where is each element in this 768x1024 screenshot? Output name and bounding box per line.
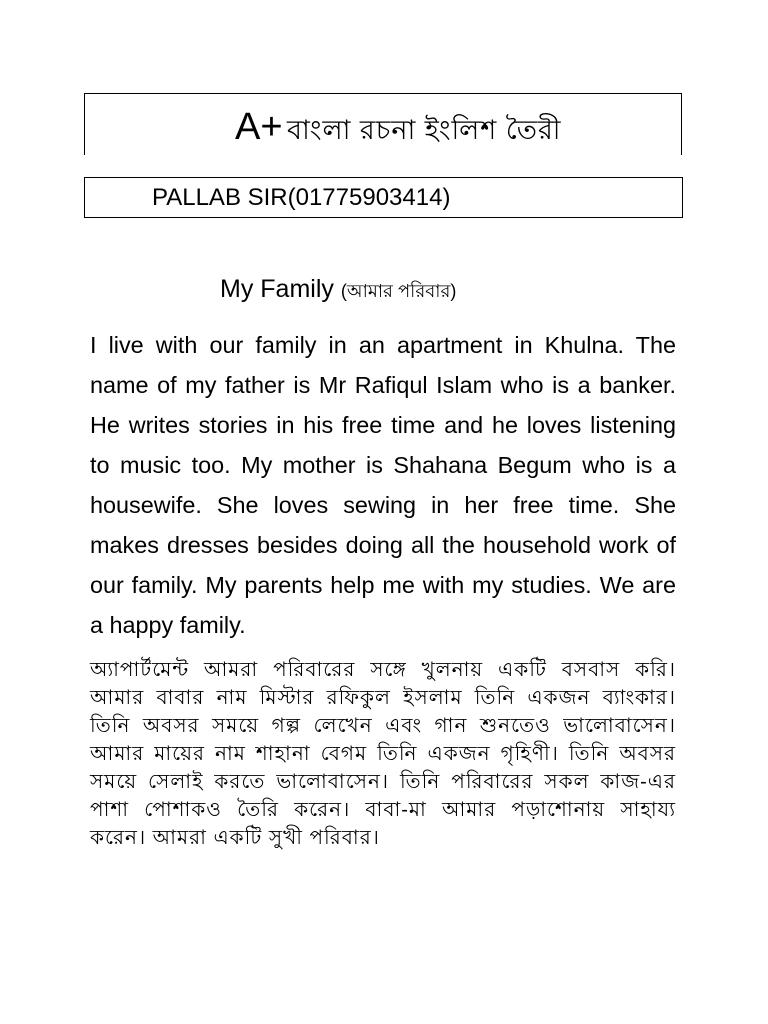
essay-paragraph-bangla: অ্যাপার্টমেন্ট আমরা পরিবারের সঙ্গে খুলনায় একটি বসবাস করি। আমার বাবার নাম মিস্টার রফিকুল ইসলাম তিনি একজন ব্যাংকার। তিনি অবসর সময়ে গল্প লেখেন এবং গান শুনতেও ভালোবাসেন। আমার মায়ের নাম শাহানা বেগম তিনি একজন গৃহিণী। তিনি অবসর সময়ে সেলাই করতে ভালোবাসেন। তিনি পরিবারের সকল কাজ-এর পাশা পোশাকও তৈরি করেন। বাবা-মা আমার পড়াশোনায় সাহায্য করেন। আমরা একটি সুখী পরিবার। — [90, 659, 676, 849]
teacher-label: PALLAB SIR(01775903414) — [152, 184, 451, 211]
essay-title — [220, 275, 456, 308]
page-title — [235, 106, 562, 155]
title-box — [84, 93, 682, 155]
essay-title-en: My Family — [220, 275, 334, 303]
essay-title-bangla: (আমার পরিবার) — [340, 281, 457, 301]
teacher-box — [84, 177, 683, 218]
essay-paragraph-english: I live with our family in an apartment in Khulna. The name of my father is Mr Rafiqul Islam who is a banker. He writes stories in his free time and he loves listening to music too. My mother is Shahana Begum who is a housewife. She loves sewing in her free time. She makes dresses besides doing all the household work of our family. My parents help me with my studies. We are a happy family. — [90, 332, 676, 638]
title-bangla: বাংলা রচনা ইংলিশ তৈরী — [287, 115, 562, 145]
grade-label: A+ — [235, 106, 283, 148]
